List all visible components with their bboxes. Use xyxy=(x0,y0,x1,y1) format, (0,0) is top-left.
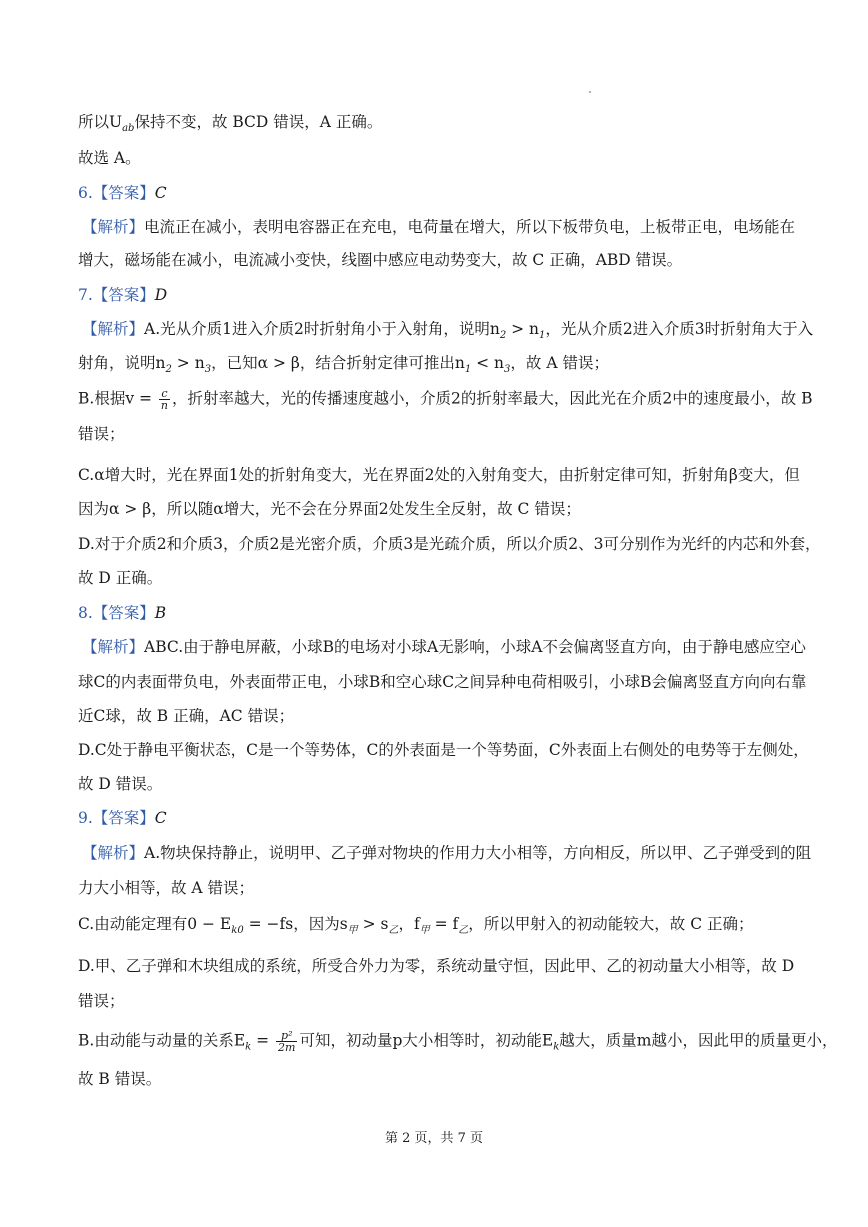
q7-analysis: 【解析】A.光从介质1进入介质2时折射角小于入射角，说明$n_2 > n_1$，光从介质2进入介质3时折射角大于入 xyxy=(82,320,814,341)
scan-speck xyxy=(589,91,591,93)
q8-analysis: 【解析】ABC.由于静电屏蔽，小球B的电场对小球A无影响，小球A不会偏离竖直方向，由于静电感应空心 xyxy=(82,638,806,656)
text-line: 故 D 错误。 xyxy=(78,775,163,793)
text-line: 故 B 错误。 xyxy=(78,1070,162,1088)
text-line: 所以$U_{ab}$保持不变，故 BCD 错误，A 正确。 xyxy=(78,113,383,134)
text-line: 错误； xyxy=(78,992,125,1010)
text-line: D.C处于静电平衡状态，C是一个等势体，C的外表面是一个等势面，C外表面上右侧处的电势等于左侧处， xyxy=(78,741,809,759)
page-footer: 第 2 页，共 7 页 xyxy=(384,1131,484,1146)
text-line: 力大小相等，故 A 错误； xyxy=(78,879,255,897)
text-line: 因为α > β，所以随α增大，光不会在分界面2处发生全反射，故 C 错误； xyxy=(78,500,581,518)
text-line: 故 D 正确。 xyxy=(78,569,163,587)
fraction: $\frac{c}{n}$ xyxy=(160,387,169,412)
q9-answer: 9.【答案】C xyxy=(78,809,167,827)
text-line: D.对于介质2和介质3，介质2是光密介质，介质3是光疏介质，所以介质2、3可分别作为光纤的内芯和外套， xyxy=(78,535,821,553)
text-line: 射角，说明$n_2 > n_3$，已知α > β，结合折射定律可推出$n_1 < n_3$，故 A 错误； xyxy=(78,354,609,375)
q8-answer: 8.【答案】B xyxy=(78,604,167,622)
q9-analysis: 【解析】A.物块保持静止，说明甲、乙子弹对物块的作用力大小相等，方向相反，所以甲、乙子弹受到的阻 xyxy=(82,844,812,862)
q6-answer: 6.【答案】C xyxy=(78,184,167,202)
text-line: B.根据v = $\frac{c}{n}$ ，折射率越大，光的传播速度越小，介质2的折射率最大，因此光在介质2中的速度最小，故 B xyxy=(78,387,813,412)
text-line: C.α增大时，光在界面1处的折射角变大，光在界面2处的入射角变大，由折射定律可知，折射角β变大，但 xyxy=(78,466,800,484)
text-line: 故选 A。 xyxy=(78,149,141,167)
q7-answer: 7.【答案】D xyxy=(78,286,168,304)
text-line: B.由动能与动量的关系$E_k$ = $\frac{\text{p²}}{2m}$ 可知，初动量p大小相等时，初动能$E_k$越大，质量m越小，因此甲的质量更小， xyxy=(78,1029,838,1054)
text-line: C.由动能定理有$0 - E_{k0} = -fs$，因为$s_甲 > s_乙$，$f_甲 = f_乙$，所以甲射入的初动能较大，故 C 正确； xyxy=(78,915,754,936)
text-line: 增大，磁场能在减小，电流减小变快，线圈中感应电动势变大，故 C 正确，ABD 错误。 xyxy=(78,251,683,269)
text-line: D.甲、乙子弹和木块组成的系统，所受合外力为零，系统动量守恒，因此甲、乙的初动量大小相等，故 D xyxy=(78,957,795,975)
text-line: 错误； xyxy=(78,425,125,443)
text-line: 球C的内表面带负电，外表面带正电，小球B和空心球C之间异种电荷相吸引，小球B会偏离竖直方向向右靠 xyxy=(78,673,807,691)
text-line: 近C球，故 B 正确，AC 错误； xyxy=(78,707,295,725)
q6-analysis: 【解析】电流正在减小，表明电容器正在充电，电荷量在增大，所以下板带负电，上板带正电，电场能在 xyxy=(82,218,796,236)
fraction: $\frac{\text{p²}}{2m}$ xyxy=(278,1029,296,1054)
